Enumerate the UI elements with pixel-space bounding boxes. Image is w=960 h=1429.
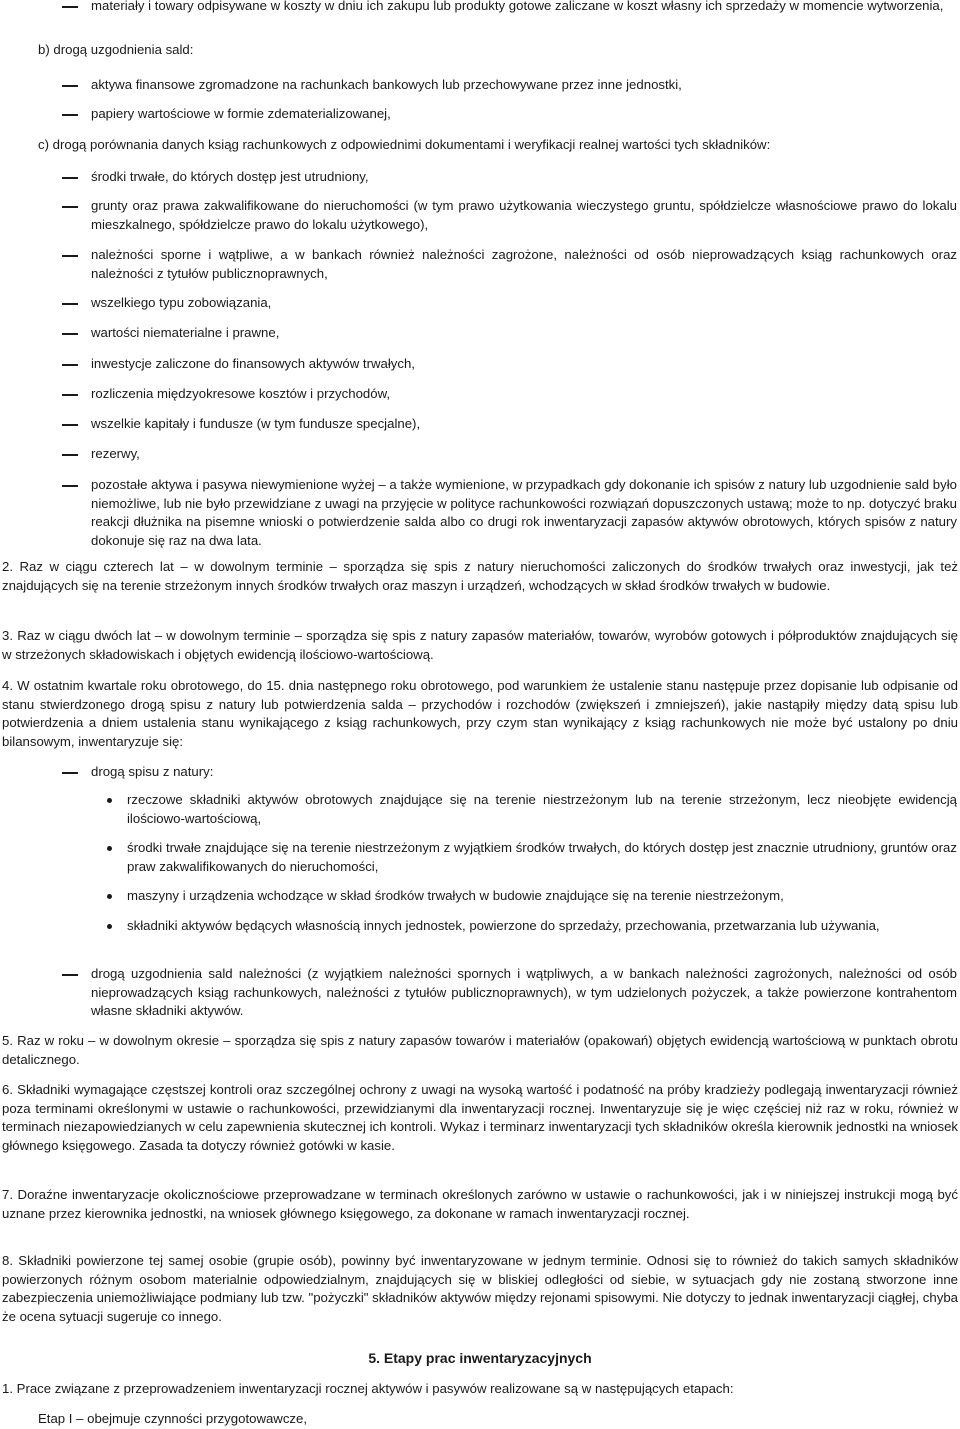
dash-marker — [62, 364, 78, 366]
bullet-marker — [107, 798, 112, 803]
dash-marker — [62, 454, 78, 456]
dash-marker — [62, 394, 78, 396]
dash-marker — [62, 772, 78, 774]
section-5-paragraph-1: 1. Prace związane z przeprowadzeniem inwentaryzacji rocznej aktywów i pasywów realizowane są w następujących etapach: — [2, 1381, 734, 1396]
list-item: rzeczowe składniki aktywów obrotowych znajdujące się na terenie niestrzeżonym lub na terenie strzeżonym, lecz nieobjęte ewidencją ilościowo-wartościową, — [127, 792, 957, 826]
list-item: inwestycje zaliczone do finansowych aktywów trwałych, — [91, 356, 415, 371]
dash-marker — [62, 333, 78, 335]
dash-marker — [62, 6, 78, 8]
section-c-header: c) drogą porównania danych ksiąg rachunkowych z odpowiednimi dokumentami i weryfikacji realnej wartości tych składników: — [38, 137, 771, 152]
dash-marker — [62, 974, 78, 976]
list-item: maszyny i urządzenia wchodzące w skład środków trwałych w budowie znajdujące się na terenie niestrzeżonym, — [127, 888, 784, 903]
list-item: wartości niematerialne i prawne, — [91, 325, 280, 340]
dash-marker — [62, 485, 78, 487]
dash-marker — [62, 85, 78, 87]
list-item: materiały i towary odpisywane w koszty w dniu ich zakupu lub produkty gotowe zaliczane w koszt własny ich sprzedaży w momencie wytworzenia, — [91, 0, 944, 13]
list-item: rozliczenia międzyokresowe kosztów i przychodów, — [91, 386, 391, 401]
dash-marker — [62, 424, 78, 426]
paragraph-7: 7. Doraźne inwentaryzacje okolicznościowe przeprowadzane w terminach określonych zarówno w ustawie o rachunkowości, jak i w niniejszej instrukcji mogą być uznane przez kierownika jednostki, na wniosek głównego księgowego, za dokonane w ramach inwentaryzacji rocznej. — [2, 1187, 958, 1221]
bullet-marker — [107, 846, 112, 851]
paragraph-2: 2. Raz w ciągu czterech lat – w dowolnym terminie – sporządza się spis z natury nieruchomości zaliczonych do środków trwałych oraz inwestycji, jak też znajdujących się na terenie strzeżonym innych środków trwałych oraz maszyn i urządzeń, wchodzących w skład środków trwałych w budowie. — [2, 559, 958, 593]
list-item: drogą spisu z natury: — [91, 764, 214, 779]
bullet-marker — [107, 924, 112, 929]
etap-1: Etap I – obejmuje czynności przygotowawcze, — [38, 1411, 308, 1426]
list-item: rezerwy, — [91, 446, 140, 461]
list-item: środki trwałe znajdujące się na terenie niestrzeżonym z wyjątkiem środków trwałych, do których dostęp jest znacznie utrudniony, gruntów oraz praw zakwalifikowanych do nieruchomości, — [127, 840, 957, 874]
paragraph-3: 3. Raz w ciągu dwóch lat – w dowolnym terminie – sporządza się spis z natury zapasów materiałów, towarów, wyrobów gotowych i półproduktów znajdujących się w strzeżonych składowiskach i objętych ewidencją ilościowo-wartościową. — [2, 628, 958, 662]
paragraph-4: 4. W ostatnim kwartale roku obrotowego, do 15. dnia następnego roku obrotowego, pod warunkiem że ustalenie stanu następuje przez dopisanie lub odpisanie od stanu stwierdzonego drogą spisu z natury lub potwierdzenia salda – przychodów i rozchodów (zwiększeń i zmniejszeń), jakie nastąpiły między datą spisu lub potwierdzenia a dniem ustalenia stanu wynikającego z ksiąg rachunkowych, przy czym stan wynikający z ksiąg rachunkowych nie może być ustalony po dniu bilansowym, inwentaryzuje się: — [2, 678, 958, 749]
paragraph-6: 6. Składniki wymagające częstszej kontroli oraz szczególnej ochrony z uwagi na wysoką wartość i podatność na próby kradzieży podlegają inwentaryzacji również poza terminami określonymi w ustawie o rachunkowości, przewidzianymi dla inwentaryzacji rocznej. Inwentaryzuje się je więc częściej niż raz w roku, również w terminach niezapowiedzianych w celu zapewnienia skutecznej ich kontroli. Wykaz i terminarz inwentaryzacji tych składników określa kierownik jednostki na wniosek głównego księgowego. Zasada ta dotyczy również gotówki w kasie. — [2, 1082, 958, 1153]
list-item: pozostałe aktywa i pasywa niewymienione wyżej – a także wymienione, w przypadkach gdy dokonanie ich spisów z natury lub uzgodnienie sald było niemożliwe, lub nie było przewidziane z uwagi na przyjęcie w polityce rachunkowości rozwiązań dopuszczonych ustawą; może to np. dotyczyć braku reakcji dłużnika na pisemne wnioski o potwierdzenie salda albo co drugi rok inwentaryzacji zapasów aktywów obrotowych, których spisów z natury dokonuje się raz na dwa lata. — [91, 477, 957, 548]
list-item: papiery wartościowe w formie zdematerializowanej, — [91, 106, 391, 121]
list-item: środki trwałe, do których dostęp jest utrudniony, — [91, 169, 369, 184]
list-item: składniki aktywów będących własnością innych jednostek, powierzone do sprzedaży, przechowania, przetwarzania lub używania, — [127, 918, 880, 933]
list-item: aktywa finansowe zgromadzone na rachunkach bankowych lub przechowywane przez inne jednostki, — [91, 77, 682, 92]
dash-marker — [62, 303, 78, 305]
bullet-marker — [107, 894, 112, 899]
list-item: należności sporne i wątpliwe, a w bankach również należności zagrożone, należności od osób nieprowadzących ksiąg rachunkowych oraz należności z tytułów publicznoprawnych, — [91, 247, 957, 281]
dash-marker — [62, 114, 78, 116]
list-item: wszelkie kapitały i fundusze (w tym fundusze specjalne), — [91, 416, 421, 431]
paragraph-5: 5. Raz w roku – w dowolnym okresie – sporządza się spis z natury zapasów towarów i materiałów (opakowań) objętych ewidencją wartościową w punktach obrotu detalicznego. — [2, 1033, 958, 1067]
list-item: grunty oraz prawa zakwalifikowane do nieruchomości (w tym prawo użytkowania wieczystego gruntu, spółdzielcze własnościowe prawo do lokalu mieszkalnego, spółdzielcze prawo do lokalu użytkowego), — [91, 198, 957, 232]
dash-marker — [62, 177, 78, 179]
dash-marker — [62, 206, 78, 208]
list-item: drogą uzgodnienia sald należności (z wyjątkiem należności spornych i wątpliwych, a w bankach należności zagrożonych, należności od osób nieprowadzących ksiąg rachunkowych, należności z tytułów publicznoprawnych), w tym udzielonych pożyczek, a także powierzone kontrahentom własne składniki aktywów. — [91, 966, 957, 1019]
list-item: wszelkiego typu zobowiązania, — [91, 295, 272, 310]
section-heading: 5. Etapy prac inwentaryzacyjnych — [368, 1350, 592, 1366]
paragraph-8: 8. Składniki powierzone tej samej osobie (grupie osób), powinny być inwentaryzowane w jednym terminie. Odnosi się to również do takich samych składników powierzonych różnym osobom materialnie odpowiedzialnym, znajdujących się w bliskiej odległości od siebie, w sytuacjach gdy nie zostaną stworzone inne zabezpieczenia uniemożliwiające podmiany lub tzw. "pożyczki" składników aktywów między rejonami spisowymi. Nie dotyczy to jednak inwentaryzacji ciągłej, chyba że ocena sytuacji sugeruje co innego. — [2, 1253, 958, 1324]
dash-marker — [62, 255, 78, 257]
section-b-header: b) drogą uzgodnienia sald: — [38, 42, 194, 57]
